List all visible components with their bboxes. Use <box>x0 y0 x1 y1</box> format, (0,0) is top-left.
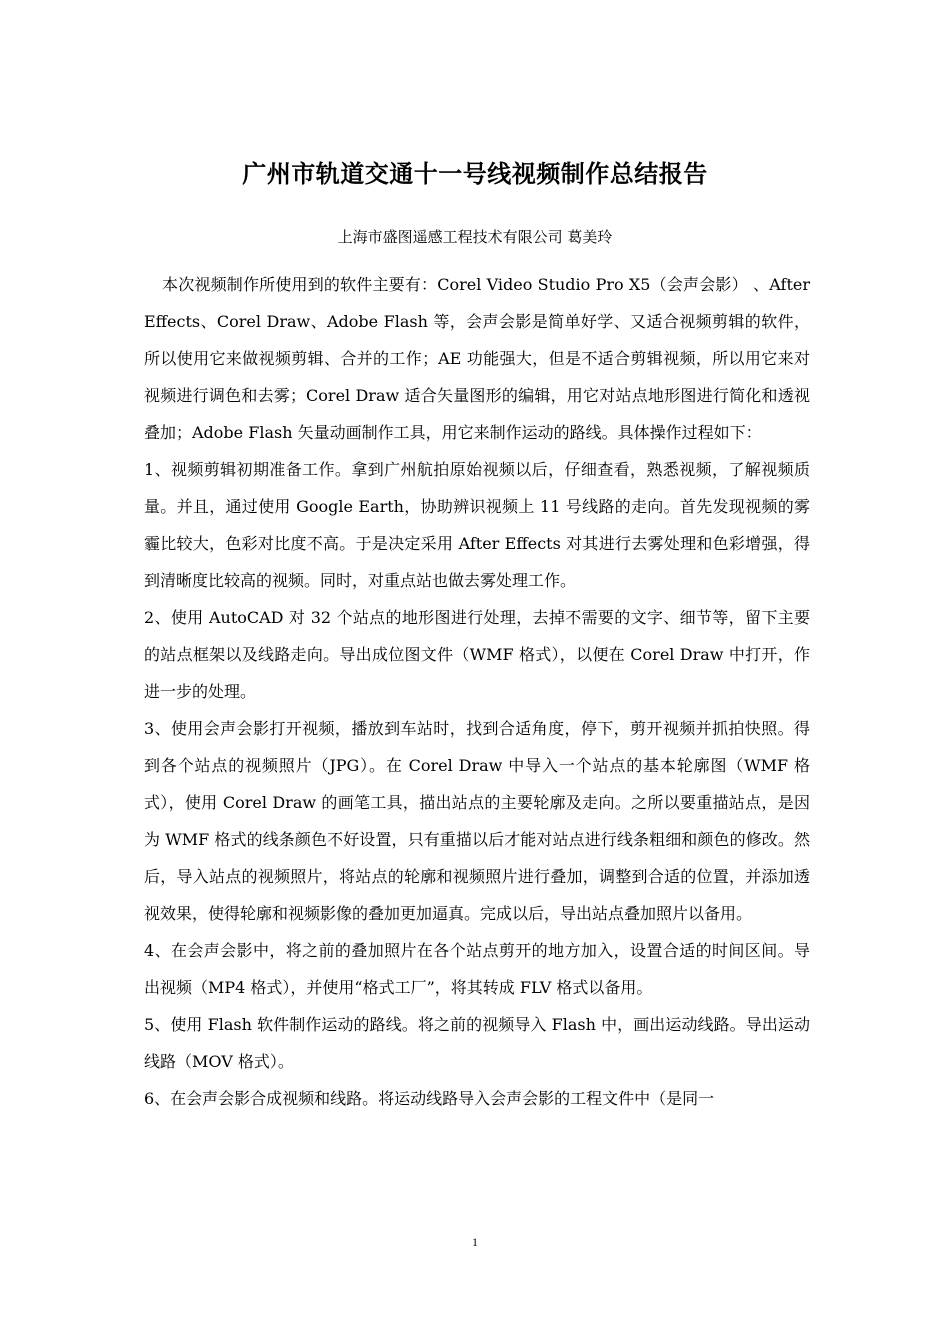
paragraph-step-3: 3、使用会声会影打开视频，播放到车站时，找到合适角度，停下，剪开视频并抓拍快照。得到各个站点的视频照片（JPG）。在 Corel Draw 中导入一个站点的基本轮廓图（WMF 格式），使用 Corel Draw 的画笔工具，描出站点的主要轮廓及走向。之所以要重描站点，是因为 WMF 格式的线条颜色不好设置，只有重描以后才能对站点进行线条粗细和颜色的修改。然后，导入站点的视频照片，将站点的轮廓和视频照片进行叠加，调整到合适的位置，并添加透视效果，使得轮廓和视频影像的叠加更加逼真。完成以后，导出站点叠加照片以备用。 <box>144 719 810 923</box>
document-author: 上海市盛图遥感工程技术有限公司 葛美玲 <box>337 228 613 246</box>
document-body <box>144 266 810 1117</box>
paragraph-step-4: 4、在会声会影中，将之前的叠加照片在各个站点剪开的地方加入，设置合适的时间区间。导出视频（MP4 格式），并使用“格式工厂”，将其转成 FLV 格式以备用。 <box>144 941 810 997</box>
page-number: 1 <box>472 1235 478 1249</box>
paragraph-intro: 本次视频制作所使用到的软件主要有：Corel Video Studio Pro X5（会声会影） 、After Effects、Corel Draw、Adobe Flash 等，会声会影是简单好学、又适合视频剪辑的软件，所以使用它来做视频剪辑、合并的工作；AE 功能强大，但是不适合剪辑视频，所以用它来对视频进行调色和去雾；Corel Draw 适合矢量图形的编辑，用它对站点地形图进行简化和透视叠加；Adobe Flash 矢量动画制作工具，用它来制作运动的路线。具体操作过程如下： <box>144 275 810 442</box>
paragraph-step-1: 1、视频剪辑初期准备工作。拿到广州航拍原始视频以后，仔细查看，熟悉视频，了解视频质量。并且，通过使用 Google Earth，协助辨识视频上 11 号线路的走向。首先发现视频的雾霾比较大，色彩对比度不高。于是决定采用 After Effects 对其进行去雾处理和色彩增强，得到清晰度比较高的视频。同时，对重点站也做去雾处理工作。 <box>144 460 810 590</box>
document-title: 广州市轨道交通十一号线视频制作总结报告 <box>242 160 708 188</box>
paragraph-step-5: 5、使用 Flash 软件制作运动的路线。将之前的视频导入 Flash 中，画出运动线路。导出运动线路（MOV 格式）。 <box>144 1015 810 1071</box>
paragraph-step-6: 6、在会声会影合成视频和线路。将运动线路导入会声会影的工程文件中（是同一 <box>144 1089 715 1108</box>
paragraph-step-2: 2、使用 AutoCAD 对 32 个站点的地形图进行处理，去掉不需要的文字、细节等，留下主要的站点框架以及线路走向。导出成位图文件（WMF 格式），以便在 Corel Draw 中打开，作进一步的处理。 <box>144 608 810 701</box>
